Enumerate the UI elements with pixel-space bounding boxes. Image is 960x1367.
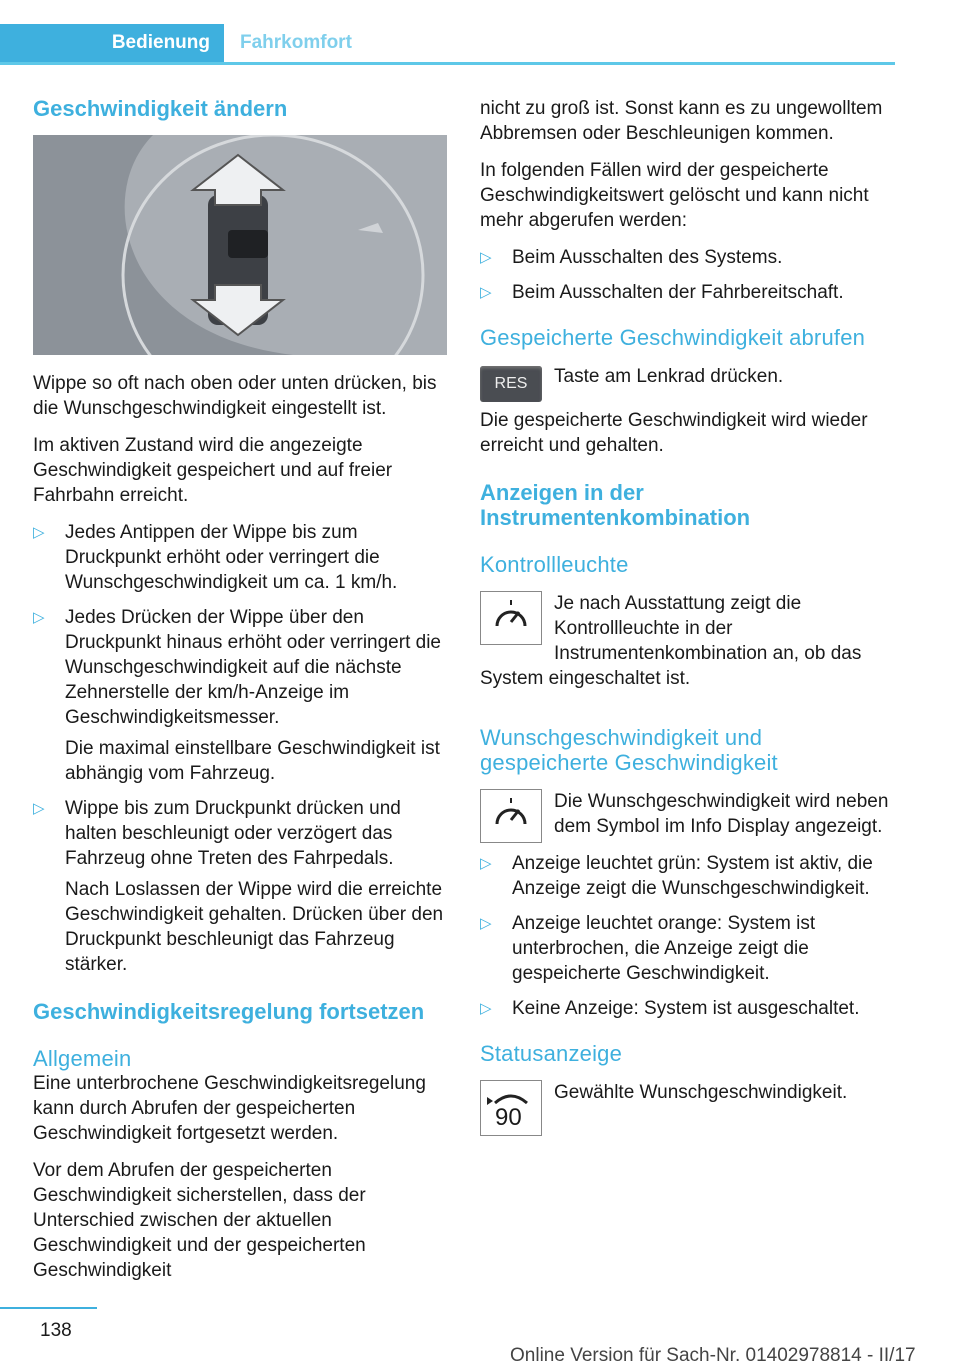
list-item-note: Die maximal einstellbare Geschwindigkeit ist abhängig vom Fahrzeug. bbox=[65, 738, 440, 784]
triangle-bullet-icon bbox=[480, 911, 492, 936]
cruise-control-indicator-icon bbox=[480, 591, 542, 645]
list-item-text: Anzeige leuchtet grün: System ist aktiv, die Anzeige zeigt die Wunschgeschwindigkeit. bbox=[512, 853, 873, 899]
triangle-bullet-icon bbox=[33, 520, 45, 545]
list-item bbox=[33, 796, 449, 977]
triangle-bullet-icon bbox=[480, 245, 492, 270]
left-column bbox=[33, 96, 449, 1295]
triangle-bullet-icon bbox=[33, 796, 45, 821]
list-item bbox=[480, 851, 896, 901]
paragraph: nicht zu groß ist. Sonst kann es zu ungewolltem Abbremsen oder Beschleunigen kommen. bbox=[480, 98, 883, 144]
paragraph: Die Wunschgeschwindigkeit wird neben dem Symbol im Info Display angezeigt. bbox=[554, 791, 889, 837]
tab-bedienung[interactable]: Bedienung bbox=[0, 24, 224, 62]
paragraph: Die gespeicherte Geschwindigkeit wird wieder erreicht und gehalten. bbox=[480, 410, 868, 456]
res-instruction: Taste am Lenkrad drücken. bbox=[554, 366, 784, 387]
paragraph: Vor dem Abrufen der gespeicherten Geschwindigkeit sicherstellen, dass der Unterschied zwischen der aktuellen Geschwindigkeit und der gespeicherten Geschwindigkeit bbox=[33, 1160, 366, 1281]
subsection-title-statusanzeige: Statusanzeige bbox=[480, 1041, 623, 1066]
paragraph: Wippe so oft nach oben oder unten drücken, bis die Wunschgeschwindigkeit eingestellt ist. bbox=[33, 373, 437, 419]
steering-wheel-photo bbox=[33, 135, 447, 355]
res-button-icon: RES bbox=[480, 366, 542, 402]
list-item bbox=[480, 996, 896, 1021]
bullet-list bbox=[480, 245, 896, 305]
right-column bbox=[480, 96, 896, 1142]
section-title-fortsetzen: Geschwindigkeitsregelung fortsetzen bbox=[33, 999, 425, 1024]
list-item-text: Anzeige leuchtet orange: System ist unterbrochen, die Anzeige zeigt die gespeicherte Geschwindigkeit. bbox=[512, 913, 816, 984]
triangle-bullet-icon bbox=[480, 996, 492, 1021]
list-item-text: Wippe bis zum Druckpunkt drücken und halten beschleunigt oder verzögert das Fahrzeug ohne Treten des Fahrpedals. bbox=[65, 798, 401, 869]
subsection-title-wunschgeschwindigkeit: Wunschgeschwindigkeit und gespeicherte Geschwindigkeit bbox=[480, 725, 778, 775]
subsection-title-kontrollleuchte: Kontrollleuchte bbox=[480, 552, 629, 577]
paragraph: Gewählte Wunschgeschwindigkeit. bbox=[554, 1082, 848, 1103]
footer-rule bbox=[0, 1307, 97, 1309]
subsection-title-allgemein: Allgemein bbox=[33, 1046, 132, 1071]
list-item-text: Beim Ausschalten des Systems. bbox=[512, 247, 783, 268]
list-item-text: Jedes Antippen der Wippe bis zum Druckpunkt erhöht oder verringert die Wunschgeschwindigkeit um ca. 1 km/h. bbox=[65, 522, 398, 593]
bullet-list bbox=[480, 851, 896, 1021]
status-speed-value: 90 bbox=[495, 1104, 522, 1131]
subsection-title-abrufen: Gespeicherte Geschwindigkeit abrufen bbox=[480, 325, 866, 350]
paragraph: Je nach Ausstattung zeigt die Kontrollleuchte in der Instrumentenkombination an, ob das System eingeschaltet ist. bbox=[480, 593, 862, 689]
list-item-note: Nach Loslassen der Wippe wird die erreichte Geschwindigkeit gehalten. Drücken über den Druckpunkt beschleunigt das Fahrzeug stärker. bbox=[65, 879, 444, 975]
list-item bbox=[480, 245, 896, 270]
list-item bbox=[480, 280, 896, 305]
status-speed-display bbox=[480, 1080, 542, 1136]
triangle-bullet-icon bbox=[480, 280, 492, 305]
paragraph: In folgenden Fällen wird der gespeicherte Geschwindigkeitswert gelöscht und kann nicht mehr abgerufen werden: bbox=[480, 160, 869, 231]
paragraph: Eine unterbrochene Geschwindigkeitsregelung kann durch Abrufen der gespeicherten Geschwindigkeit fortgesetzt werden. bbox=[33, 1073, 426, 1144]
paragraph: Im aktiven Zustand wird die angezeigte Geschwindigkeit gespeichert und auf freier Fahrbahn erreicht. bbox=[33, 435, 393, 506]
list-item bbox=[33, 605, 449, 786]
steering-wheel-illustration bbox=[33, 135, 447, 355]
footer-online-version: Online Version für Sach-Nr. 01402978814 - II/17 bbox=[510, 1345, 916, 1366]
section-title-geschwindigkeit-aendern: Geschwindigkeit ändern bbox=[33, 96, 288, 121]
list-item bbox=[33, 520, 449, 595]
list-item-text: Keine Anzeige: System ist ausgeschaltet. bbox=[512, 998, 860, 1019]
list-item-text: Jedes Drücken der Wippe über den Druckpunkt hinaus erhöht oder verringert die Wunschgeschwindigkeit auf die nächste Zehnerstelle der km/h-Anzeige im Geschwindigkeitsmesser. bbox=[65, 607, 441, 728]
tab-fahrkomfort[interactable]: Fahrkomfort bbox=[240, 32, 352, 53]
bullet-list bbox=[33, 520, 449, 977]
list-item-text: Beim Ausschalten der Fahrbereitschaft. bbox=[512, 282, 844, 303]
page-number: 138 bbox=[40, 1320, 72, 1341]
section-title-anzeigen: Anzeigen in der Instrumentenkombination bbox=[480, 480, 751, 530]
cruise-control-indicator-icon bbox=[480, 789, 542, 843]
triangle-bullet-icon bbox=[33, 605, 45, 630]
list-item bbox=[480, 911, 896, 986]
triangle-bullet-icon bbox=[480, 851, 492, 876]
